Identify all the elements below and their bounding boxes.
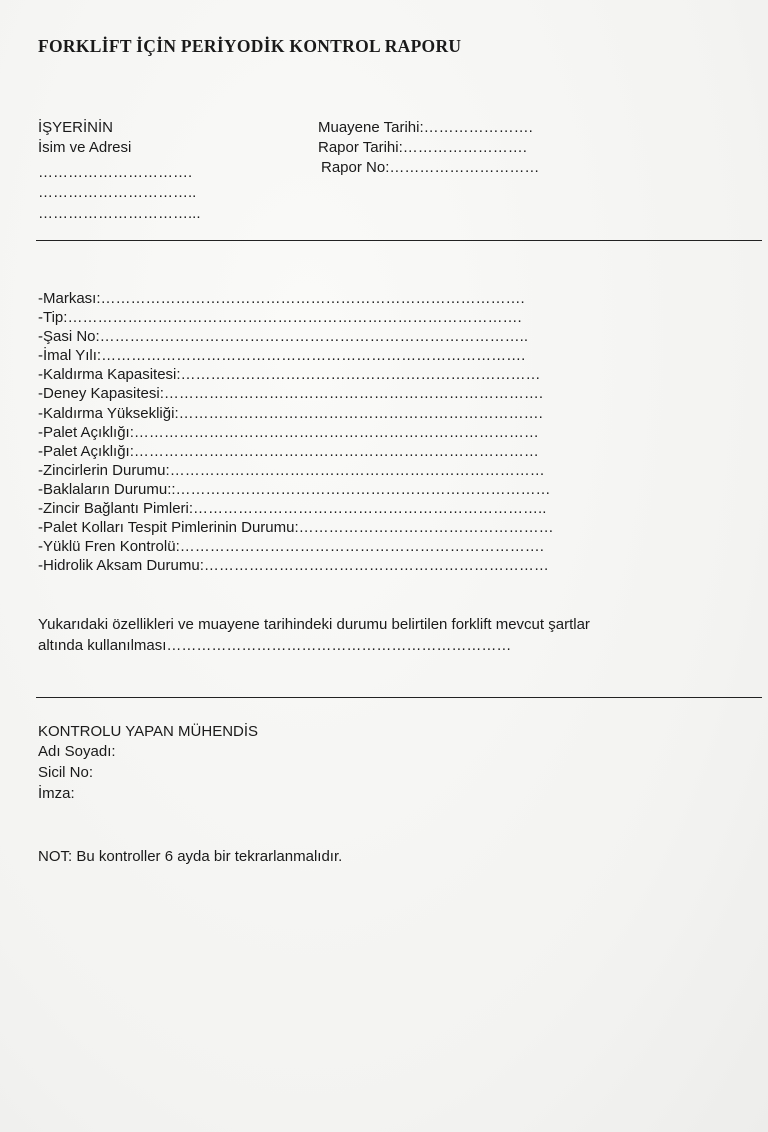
field-lifting-height[interactable]: -Kaldırma Yüksekliği:……………………………………………………………….	[38, 404, 543, 422]
engineer-signature-label[interactable]: İmza:	[38, 785, 75, 802]
field-fork-arm-pins[interactable]: -Palet Kolları Tespit Pimlerinin Durumu:……………………………………………	[38, 519, 554, 537]
statement-line-2[interactable]: altında kullanılması……………………………………………………………	[38, 637, 512, 654]
engineer-name-label[interactable]: Adı Soyadı:	[38, 743, 116, 760]
inspection-fields-list	[38, 289, 658, 575]
field-test-capacity[interactable]: -Deney Kapasitesi:………………………………………………………………….	[38, 385, 544, 403]
statement-line-1: Yukarıdaki özellikleri ve muayene tarihindeki durumu belirtilen forklift mevcut şartlar	[38, 616, 590, 633]
field-fork-spacing-2[interactable]: -Palet Açıklığı:………………………………………………………………………	[38, 442, 539, 460]
field-link-condition[interactable]: -Baklaların Durumu::…………………………………………………………………	[38, 480, 551, 498]
divider-top	[36, 240, 762, 241]
field-chassis-no[interactable]: -Şasi No:…………………………………………………………………………..	[38, 328, 529, 346]
workplace-blank-line-2[interactable]: …………………………..	[38, 184, 197, 201]
field-brand[interactable]: -Markası:………………………………………………………………………….	[38, 290, 525, 307]
workplace-name-address-label: İsim ve Adresi	[38, 139, 132, 156]
field-chain-condition[interactable]: -Zincirlerin Durumu:…………………………………………………………………	[38, 461, 545, 479]
field-lifting-capacity[interactable]: -Kaldırma Kapasitesi:………………………………………………………………	[38, 366, 541, 384]
field-manufacture-year[interactable]: -İmal Yılı:………………………………………………………………………….	[38, 347, 526, 365]
field-chain-pins[interactable]: -Zincir Bağlantı Pimleri:……………………………………………………………..	[38, 500, 547, 518]
report-number-field[interactable]: Rapor No:…………………………	[321, 159, 540, 176]
field-fork-spacing-1[interactable]: -Palet Açıklığı:………………………………………………………………………	[38, 423, 539, 441]
workplace-heading: İŞYERİNİN	[38, 119, 114, 136]
field-type[interactable]: -Tip:……………………………………………………………………………….	[38, 309, 522, 327]
engineer-heading: KONTROLU YAPAN MÜHENDİS	[38, 723, 259, 740]
engineer-registry-label[interactable]: Sicil No:	[38, 764, 94, 781]
inspection-date-field[interactable]: Muayene Tarihi:………………….	[318, 119, 533, 136]
workplace-blank-line-3[interactable]: …………………………...	[38, 205, 201, 222]
footer-note: NOT: Bu kontroller 6 ayda bir tekrarlanmalıdır.	[38, 848, 343, 865]
workplace-blank-line-1[interactable]: ………………………….	[38, 164, 193, 181]
report-date-field[interactable]: Rapor Tarihi:…………………….	[318, 139, 527, 156]
divider-bottom	[36, 697, 762, 698]
report-title: FORKLİFT İÇİN PERİYODİK KONTROL RAPORU	[38, 36, 462, 56]
field-loaded-brake-check[interactable]: -Yüklü Fren Kontrolü:……………………………………………………………….	[38, 538, 544, 556]
field-hydraulic-condition[interactable]: -Hidrolik Aksam Durumu:……………………………………………………………	[38, 557, 549, 575]
